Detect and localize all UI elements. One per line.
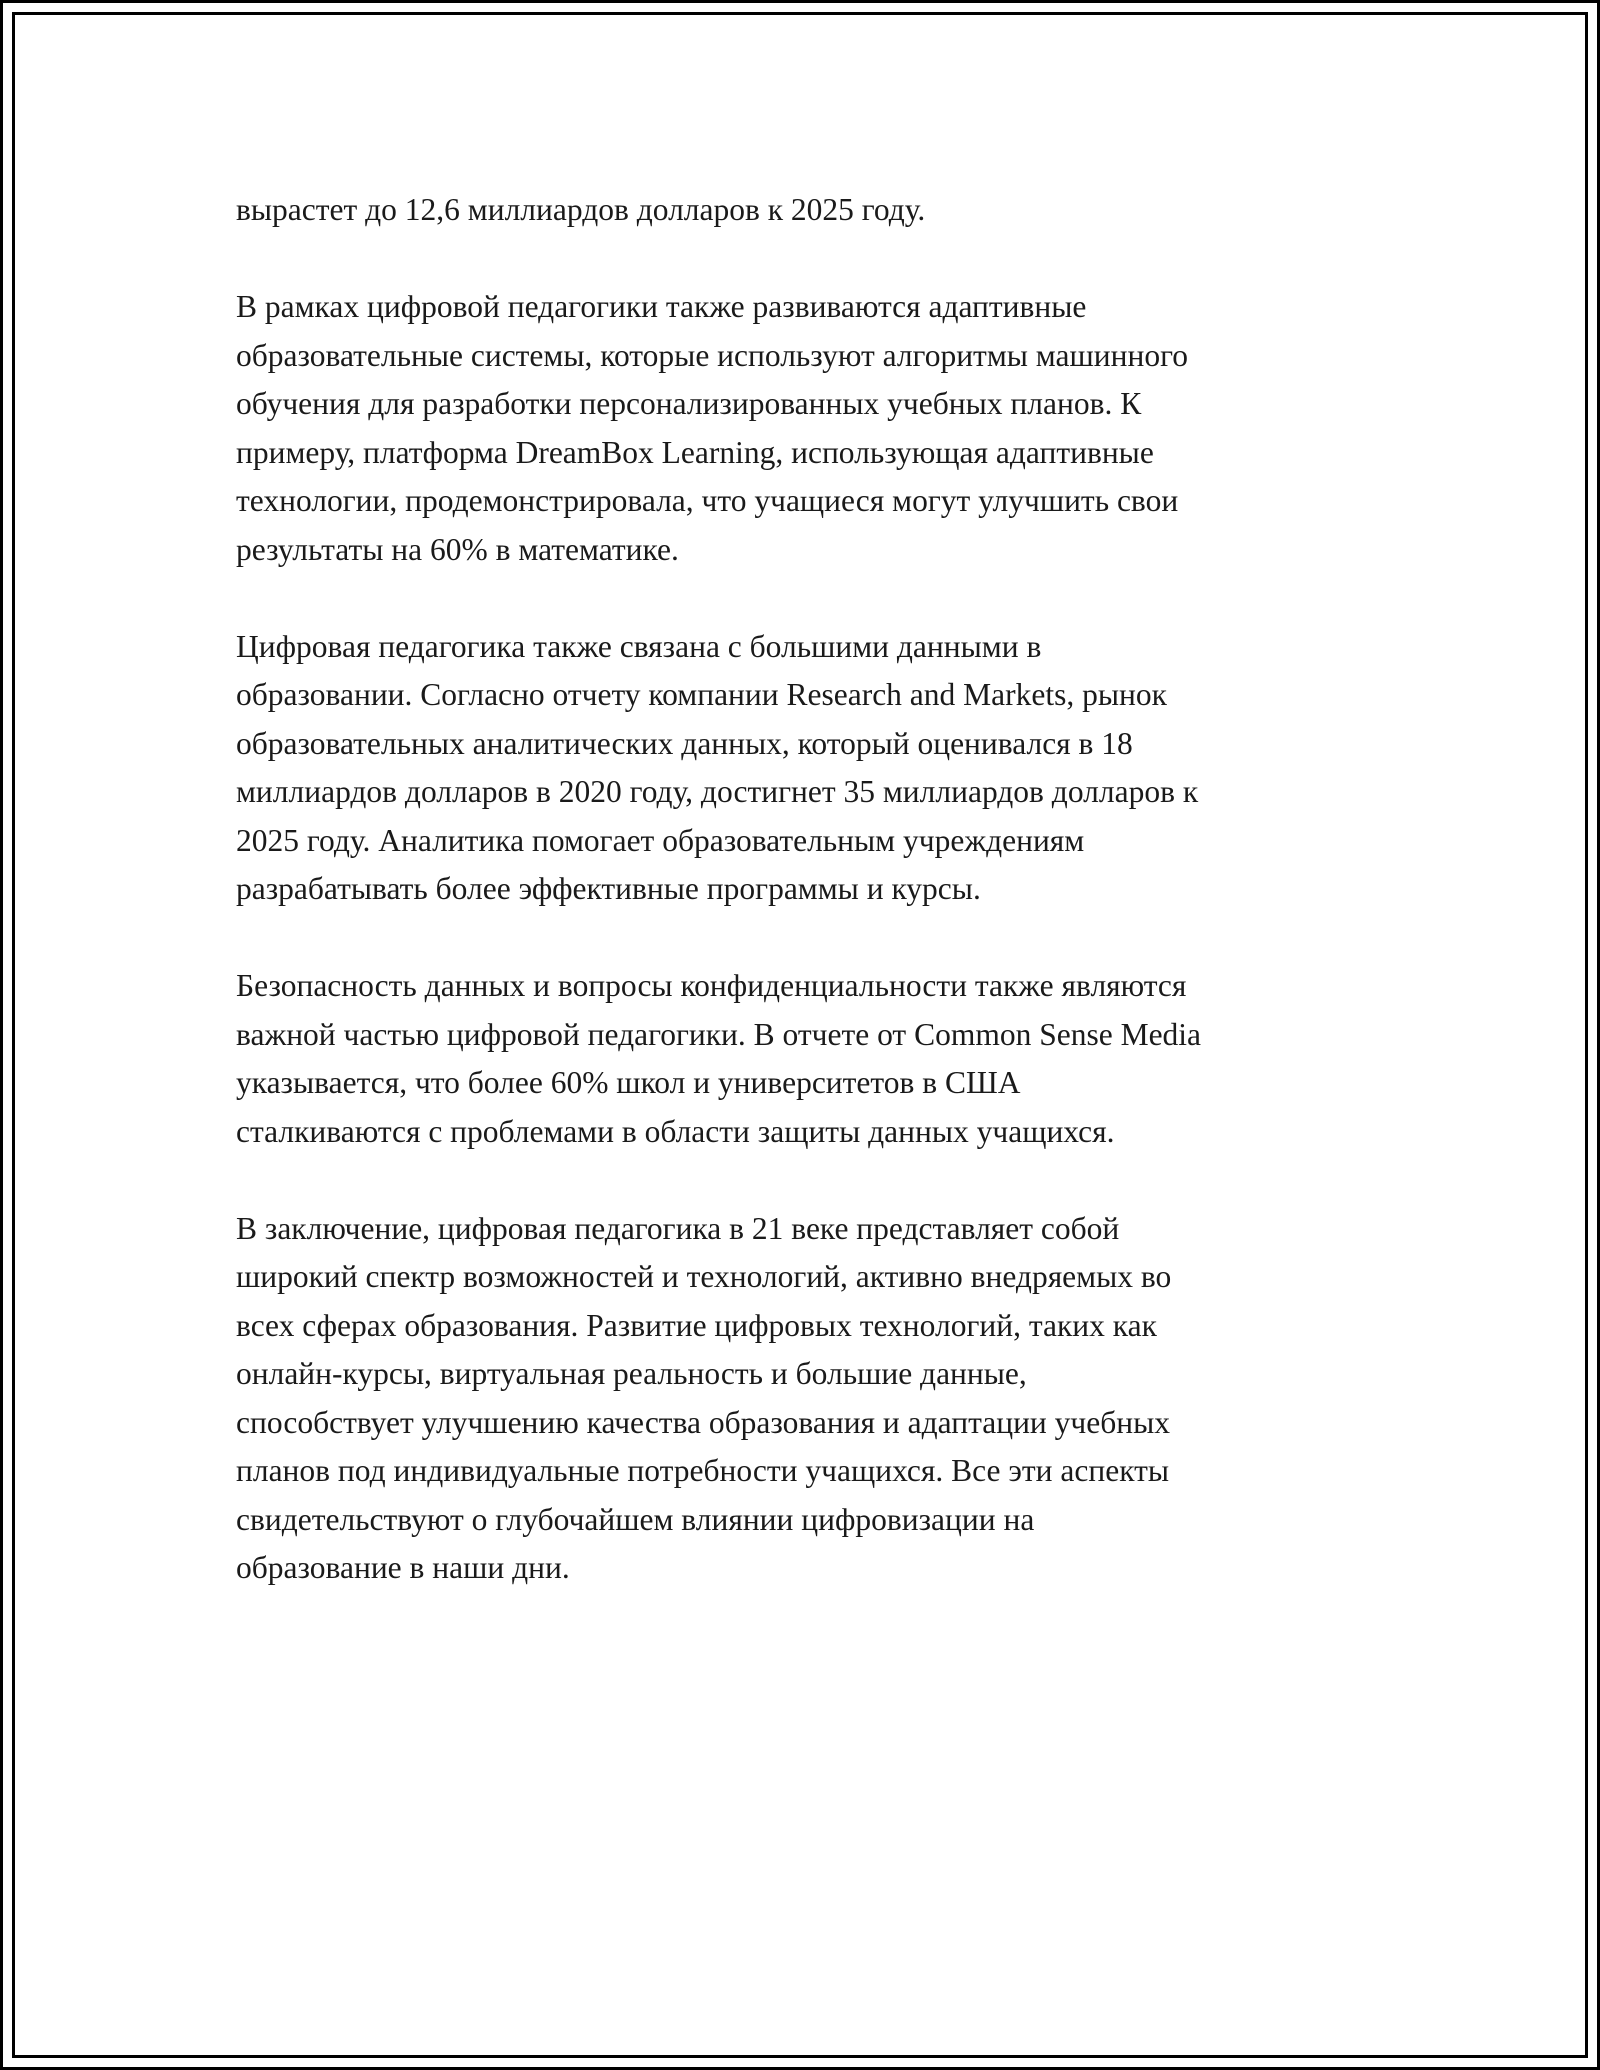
text-line: сталкиваются с проблемами в области защиты данных учащихся. — [236, 1113, 1115, 1149]
text-line: примеру, платформа DreamBox Learning, использующая адаптивные — [236, 434, 1154, 470]
text-line: всех сферах образования. Развитие цифровых технологий, таких как — [236, 1307, 1157, 1343]
text-line: планов под индивидуальные потребности учащихся. Все эти аспекты — [236, 1453, 1170, 1488]
paragraph-5 — [236, 1205, 1376, 1593]
text-line: онлайн-курсы, виртуальная реальность и большие данные, — [236, 1356, 1027, 1391]
text-line: Безопасность данных и вопросы конфиденциальности также являются — [236, 968, 1187, 1003]
text-line: способствует улучшению качества образования и адаптации учебных — [236, 1404, 1171, 1440]
text-line: В рамках цифровой педагогики также развиваются адаптивные — [236, 289, 1087, 324]
text-line: образование в наши дни. — [236, 1550, 570, 1585]
text-line: В заключение, цифровая педагогика в 21 веке представляет собой — [236, 1210, 1120, 1246]
text-line: важной частью цифровой педагогики. В отчете от Common Sense Media — [236, 1016, 1202, 1052]
text-line: 2025 году. Аналитика помогает образовательным учреждениям — [236, 822, 1085, 858]
text-line: обучения для разработки персонализированных учебных планов. К — [236, 386, 1142, 421]
text-line: вырастет до 12,6 миллиардов долларов к 2025 году. — [236, 192, 926, 227]
paragraph-2 — [236, 283, 1376, 574]
text-line: разрабатывать более эффективные программы и курсы. — [236, 871, 981, 906]
text-line: образовании. Согласно отчету компании Research and Markets, рынок — [236, 677, 1167, 712]
text-line: миллиардов долларов в 2020 году, достигнет 35 миллиардов долларов к — [236, 774, 1199, 809]
text-line: широкий спектр возможностей и технологий, активно внедряемых во — [236, 1259, 1172, 1294]
text-line: результаты на 60% в математике. — [236, 531, 679, 567]
paragraph-4 — [236, 962, 1376, 1156]
document-body — [236, 186, 1376, 1641]
text-line: образовательные системы, которые используют алгоритмы машинного — [236, 337, 1188, 373]
text-line: образовательных аналитических данных, который оценивался в 18 — [236, 725, 1133, 761]
text-line: свидетельствуют о глубочайшем влиянии цифровизации на — [236, 1501, 1035, 1537]
text-line: технологии, продемонстрировала, что учащиеся могут улучшить свои — [236, 483, 1179, 518]
text-line: Цифровая педагогика также связана с большими данными в — [236, 628, 1042, 664]
text-line: указывается, что более 60% школ и университетов в США — [236, 1065, 1021, 1100]
paragraph-3 — [236, 623, 1376, 914]
paragraph-1 — [236, 186, 1376, 235]
